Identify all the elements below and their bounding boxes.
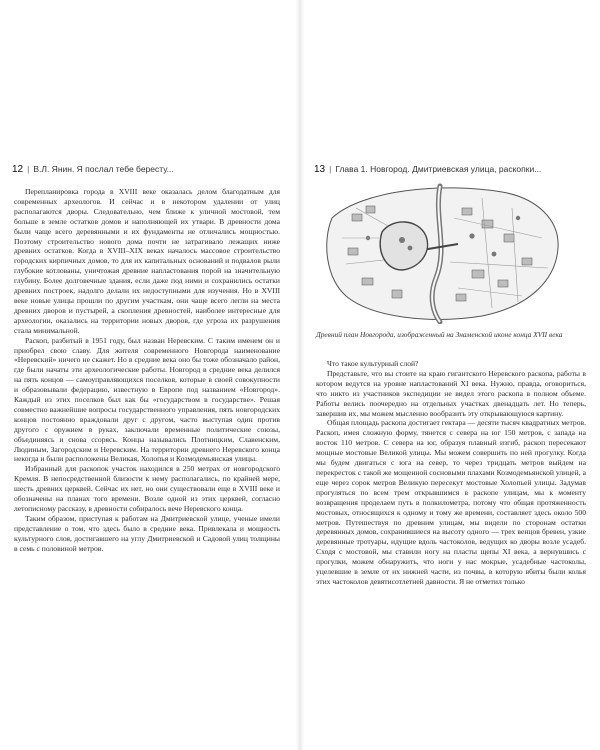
left-running-head-title: В.Л. Янин. Я послал тебе бересту...	[33, 164, 174, 174]
illustration-caption: Древний план Новгорода, изображенный на Знаменской иконе конца XVII века	[316, 330, 563, 339]
left-paragraph: Избранный для раскопок участок находился в 250 метрах от новгородского Кремля. В непосредственной близости к нему располагались, по крайней мере, шесть древних церквей. Сейчас их нет, но они существовали еще в XVIII веке и обозначены на планах того времени. Возле одной из этих церквей, согласно летописному рассказу, в древности собиралось вече Неревского конца.	[14, 464, 280, 513]
section-question: Что такое культурный слой?	[327, 359, 419, 368]
running-head-separator: |	[329, 164, 332, 174]
right-running-head	[314, 164, 541, 175]
right-running-head-title: Глава 1. Новгород. Дмитриевская улица, раскопки...	[335, 164, 542, 174]
left-paragraph: Перепланировка города в XVIII веке оказалась делом благодатным для современных археологов. И сейчас и в некотором удалении от улиц располагаются дворы. Следовательно, чем ближе к уличной мостовой, тем больше в земле остатков домов и наполняющей их утвари. В древности дома были чаще всего деревянными и их фундаменты не отличались мощностью. Поэтому строительство нового дома почти не затрагивало лежащих ниже древних остатков. Когда в XVIII–XIX веках началось массовое строительство городских кирпичных домов, то для их капитальных оснований и подвалов рыли глубокие котлованы, уничтожая древние напластования порой на значительную глубину. Более долговечные здания, если даже под ними и сохранились остатки древних построек, надолго делали их недоступными для изучения. Но в XVIII веке новые улицы прошли по другим участкам, они чаще всего легли на места древних дворов и пустырей, а скопления древностей, наиболее интересные для археологии, оказались на территории новых дворов, где угроза их разрушения стала минимальной.	[14, 187, 280, 335]
running-head-separator: |	[27, 164, 30, 174]
right-paragraph: Общая площадь раскопа достигает гектара — десяти тысяч квадратных метров. Раскоп, имея сложную форму, тянется с севера на юг 150 метров, с запада на восток 110 метров. С севера на юг, образуя плавный изгиб, раскоп пересекают мощные мостовые Великой улицы. Мы можем совершить по ней прогулку. Когда мы будем двигаться с юга на север, то через тридцать метров выйдем на перекресток с такой же мощенной сосновыми плахами Козмодемьянской улицей, а еще через сорок метров Великую пересекут мостовые Холопьей улицы. Задумав прогуляться по всем трем открывшимся в раскопе улицам, мы к моменту возвращения проделаем путь в полкилометра, потому что общая протяженность мостовых, относящихся к одному и тому же времени, составляет здесь около 500 метров. Путешествуя по древним улицам, мы видели по сторонам остатки деревянных домов, сохранившиеся на высоту одного — трех венцов бревен, узкие деревянные тротуары, идущие вдоль частоколов, ведущих ко дворы возле усадеб. Сходя с мостовой, мы ставили ногу на пласты щепы XI века, а вернувшись с прогулки, можем обнаружить, что ноги у нас мокрые, усадебные частоколы, уцелевшие в земле от их нижней части, из почвы, в которую вбиты были колья этих частоколов девятисотлетней давности. Я не отметил только	[316, 418, 586, 586]
left-paragraph: Раскоп, разбитый в 1951 году, был назван Неревским. С таким именем он и приобрел свою славу. Для жителя современного Новгорода наименование «Неревский» ничего не скажет. Но в средние века оно бы тоже обозначало район, где были начаты эти археологические работы. Новгород в средние века делился на пять концов — самоуправляющихся поселков, которые в своей совокупности и образовывали федерацию, известную в Европе под названием «Новгород». Каждый из этих поселков был как бы «государством в государстве». Решая совместно важнейшие вопросы государственного управления, пять новгородских концов постоянно враждовали друг с другом, часто выступая один против другого с оружием в руках, заключали временные политические союзы, объединяясь и снова ссорясь. Концы назывались Плотницким, Славенским, Людиным, Загородским и Неревским. На территории древнего Неревского конца некогда и были расположены Великая, Холопья и Козмодемьянская улицы.	[14, 335, 280, 464]
left-body-text	[14, 187, 280, 554]
right-body-text	[316, 359, 586, 587]
novgorod-plan-illustration	[322, 178, 566, 324]
right-page-number: 13	[314, 164, 326, 175]
right-paragraph: Представьте, что вы стоите на краю гигантского Неревского раскопа, работы в котором ведутся на уровне напластований XI века. Нужно, правда, оговориться, что никто из участников экспедиции не видел этого раскопа в полном объеме. Работы велись поочередно на отдельных участках двенадцать лет. Но теперь, завершив их, мы можем мысленно вообразить эту открывающуюся картину.	[316, 368, 586, 418]
left-running-head	[12, 164, 174, 175]
right-page	[300, 0, 600, 750]
left-paragraph: Таким образом, приступая к работам на Дмитриевской улице, ученые имели представление о том, что здесь было в средние века. Привлекала и мощность культурного слоя, достигавшего на углу Дмитриевской и Садовой улиц толщины в семь с половиной метров.	[14, 513, 280, 553]
left-page-number: 12	[12, 164, 24, 175]
